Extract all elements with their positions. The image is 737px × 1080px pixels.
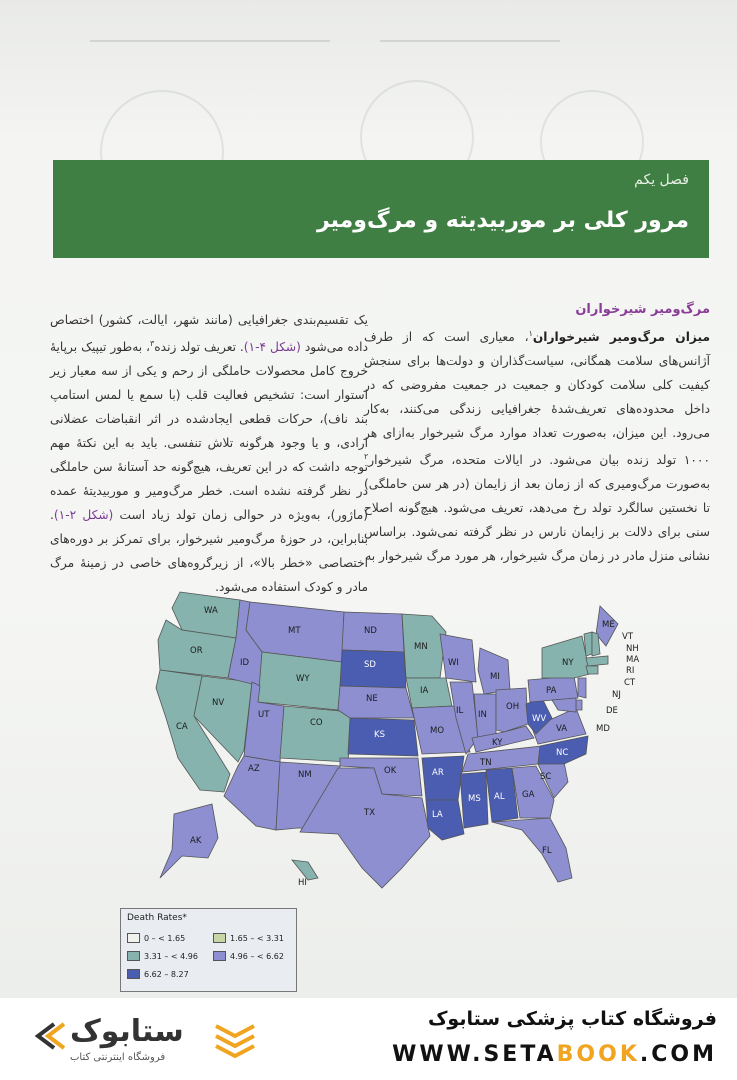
state-label: RI [626, 666, 635, 676]
book-stack-icon [212, 1016, 258, 1062]
legend-swatch [127, 933, 140, 943]
state-label: ME [602, 620, 615, 630]
state-label: NE [366, 694, 378, 704]
state-ia [406, 678, 452, 708]
state-label: KS [374, 730, 385, 740]
footnote-mark: ۲ [364, 452, 369, 462]
footer-banner [0, 998, 737, 1080]
left-text-column [50, 308, 368, 599]
state-ar [422, 756, 464, 800]
paragraph-text: به‌صورت مرگ‌ومیری که از زمان بعد از زایمان (در هر سن حاملگی) تا نخستین سالگرد تولد رخ می‌دهد، تعریف می‌شود. هیچ‌گونه اصلاح سنی برای دلالت بر زایمان نارس در نظر گرفته نمی‌شود. براساس نشانی منزل مادر در زمان مرگ شیرخوار، هر مورد مرگ شیرخوار به [364, 477, 710, 564]
state-label: SC [540, 772, 552, 782]
state-label: TX [364, 808, 376, 818]
state-label: MT [288, 626, 301, 636]
url-part: .COM [639, 1042, 717, 1067]
state-label: AL [494, 792, 505, 802]
bleed-line [380, 40, 560, 42]
legend-label: 3.31 – < 4.96 [144, 951, 198, 961]
state-label: UT [258, 710, 270, 720]
legend-item [213, 933, 284, 943]
paragraph [364, 322, 710, 568]
state-label: NH [626, 644, 639, 654]
state-label: MA [626, 655, 640, 665]
paragraph-text: ، معیاری است که از طرف آژانس‌های سلامت همگانی، سیاست‌گذاران و دولت‌ها برای سنجش کیفیت کلی سلامت کودکان و جمعیت در جمعیت مفروضی که در داخل محدوده‌های تعریف‌شدهٔ جغرافیایی زندگی می‌کنند، به‌کار می‌رود. این میزان، به‌صورت تعداد موارد مرگ شیرخوار به‌ازای هر ۱۰۰۰ تولد زنده بیان می‌شود. در ایالات متحده، مرگ شیرخوار [364, 330, 710, 468]
url-part: WWW.SETA [392, 1042, 557, 1067]
legend-swatch [127, 969, 140, 979]
state-label: NC [556, 748, 569, 758]
chapter-banner [53, 160, 709, 258]
footnote-mark: ۳ [149, 339, 155, 348]
state-label: LA [432, 810, 443, 820]
state-ct [586, 666, 598, 674]
section-heading: مرگ‌ومیر شیرخواران [575, 302, 710, 317]
figure-reference: (شکل ۴-۱) [243, 340, 301, 355]
chapter-title: مرور کلی بر موربیدیته و مرگ‌ومیر [316, 208, 689, 233]
state-la [426, 800, 464, 840]
legend-label: 1.65 – < 3.31 [230, 933, 284, 943]
bleed-line [90, 40, 330, 42]
right-text-column [364, 298, 710, 568]
state-label: GA [522, 790, 535, 800]
state-label: WA [204, 606, 218, 616]
logo-text: ستابوک [70, 1014, 184, 1049]
chapter-label: فصل یکم [634, 172, 689, 188]
paragraph-text: ، به‌طور تیپیک برپایهٔ خروج کامل محصولات حاملگی از رحم و یکی از سه معیار زیر استوار است: تشخیص فعالیت قلب (با سمع یا لمس استامپ بند ناف)، حرکات قطعی ایجادشده در اثر انقباضات عضلانی ارادی، و یا وجود هرگونه تلاش تنفسی. باید به این نکتهٔ مهم توجه داشت که در این تعریف، هیچ‌گونه حد آستانهٔ سن حاملگی در نظر گرفته نشده است. خطر مرگ‌ومیر و موربیدیتهٔ عمده (ماژور)، به‌ویژه در حوالی زمان تولد زیاد است [50, 340, 368, 523]
state-label: VA [556, 724, 568, 734]
state-co [280, 706, 352, 762]
legend-item [127, 969, 189, 979]
state-ma [586, 656, 608, 666]
state-label: MN [414, 642, 428, 652]
footnote-mark: ۱ [528, 329, 533, 338]
state-label: NJ [612, 690, 621, 700]
map-legend [120, 908, 297, 992]
state-label: IN [478, 710, 487, 720]
legend-label: 0 – < 1.65 [144, 933, 186, 943]
state-md [552, 698, 576, 712]
logo-icon [30, 1018, 66, 1054]
legend-title: Death Rates* [127, 913, 187, 923]
state-label: FL [542, 846, 552, 856]
state-de [576, 700, 582, 710]
state-label: NV [212, 698, 225, 708]
legend-swatch [213, 951, 226, 961]
state-ny [542, 636, 590, 678]
state-label: OH [506, 702, 520, 712]
state-label: AK [190, 836, 202, 846]
state-mi [478, 648, 510, 694]
state-label: KY [492, 738, 503, 748]
state-label: NM [298, 770, 312, 780]
state-label: AR [432, 768, 444, 778]
state-ak [160, 804, 218, 878]
state-fl [492, 818, 572, 882]
map-svg [112, 578, 672, 900]
legend-swatch [213, 933, 226, 943]
legend-item [213, 951, 284, 961]
state-label: IA [420, 686, 429, 696]
website-url[interactable] [392, 1042, 717, 1067]
state-label: OK [384, 766, 397, 776]
legend-item [127, 933, 185, 943]
state-label: OR [190, 646, 203, 656]
shop-name: فروشگاه کتاب پزشکی ستابوک [427, 1008, 717, 1030]
paragraph-text: . بنابراین، در حوزهٔ مرگ‌ومیر شیرخوار، برای تمرکز بر دوره‌های اختصاصی «خطر بالا»، از زیرگروه‌های خاصی در زمینهٔ مرگ مادر و کودک استفاده می‌شود. [50, 508, 368, 595]
state-label: ND [364, 626, 377, 636]
state-label: TN [480, 758, 492, 768]
state-label: ID [240, 658, 250, 668]
legend-item [127, 951, 198, 961]
state-label: DE [606, 706, 618, 716]
legend-label: 6.62 – 8.27 [144, 969, 189, 979]
state-label: WI [448, 658, 459, 668]
state-label: PA [546, 686, 557, 696]
state-label: SD [364, 660, 376, 670]
state-hi [292, 860, 318, 880]
setabook-logo[interactable] [30, 1012, 210, 1072]
us-infant-mortality-map [112, 578, 672, 900]
state-label: AZ [248, 764, 260, 774]
url-accent: BOOK [556, 1042, 640, 1067]
state-nj [578, 678, 586, 698]
state-label: VT [622, 632, 634, 642]
state-label: WV [532, 714, 547, 724]
legend-swatch [127, 951, 140, 961]
state-label: MI [490, 672, 500, 682]
state-label: MO [430, 726, 445, 736]
figure-reference: (شکل ۲-۱) [53, 508, 114, 523]
logo-subtitle: فروشگاه اینترنتی کتاب [70, 1052, 166, 1063]
state-label: IL [456, 706, 464, 716]
state-label: MS [468, 794, 481, 804]
legend-label: 4.96 – < 6.62 [230, 951, 284, 961]
state-label: NY [562, 658, 574, 668]
state-label: MD [596, 724, 610, 734]
state-label: HI [298, 878, 307, 888]
state-label: WY [296, 674, 310, 684]
paragraph-text: یک تقسیم‌بندی جغرافیایی (مانند شهر، ایالت، کشور) اختصاص داده می‌شود [50, 313, 368, 355]
paragraph-text: . تعریف تولد زنده [154, 340, 244, 355]
state-label: CT [624, 678, 636, 688]
state-label: CA [176, 722, 188, 732]
state-label: CO [310, 718, 323, 728]
term-bold: میزان مرگ‌ومیر شیرخواران [532, 330, 710, 345]
